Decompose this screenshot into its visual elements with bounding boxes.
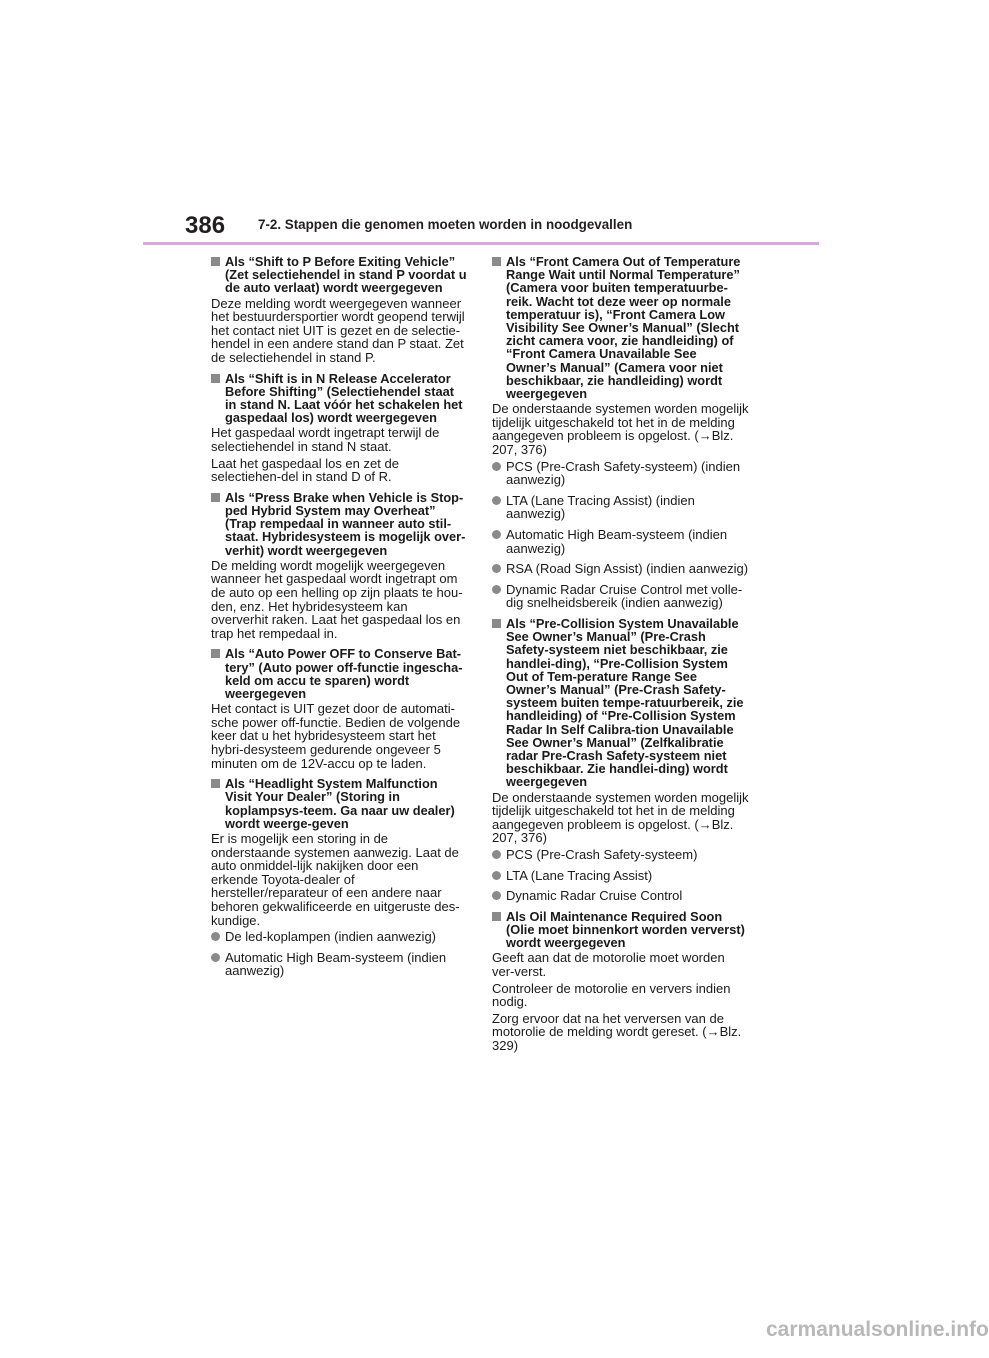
section-auto-power-off [211,647,467,770]
paragraph: De melding wordt mogelijk weergegeven wanneer het gaspedaal wordt ingetrapt om de auto op een helling op zijn plaats te hou-den, enz. Het hybridesysteem kan oververhit raken. Laat het gaspedaal los en trap het rempedaal in. [211,557,463,641]
square-bullet-icon [492,912,501,921]
section-pre-collision [492,617,750,903]
round-bullet-icon [492,891,501,900]
round-bullet-icon [211,932,220,941]
paragraph: Laat het gaspedaal los en zet de selectiehen-del in stand D of R. [211,455,399,485]
paragraph: Geeft aan dat de motorolie moet worden ver-verst. [492,950,725,979]
section-press-brake [211,491,467,641]
section-headlight-malfunction [211,777,467,978]
list-item: PCS (Pre-Crash Safety-systeem) [492,848,750,862]
round-bullet-icon [492,585,501,594]
paragraph: Controleer de motorolie en ververs indien nodig. [492,980,731,1010]
paragraph: Deze melding wordt weergegeven wanneer het bestuurdersportier wordt geopend terwijl het contact niet UIT is gezet en de selectie-hendel in een andere stand dan P staat. Zet de selectiehendel in stand P. [211,295,465,365]
paragraph: De onderstaande systemen worden mogelijk tijdelijk uitgeschakeld tot het in de melding aangegeven probleem is opgelost. (→Blz. 207, 376) [492,789,749,846]
round-bullet-icon [492,850,501,859]
section-oil-maintenance [492,910,750,1053]
paragraph: Het gaspedaal wordt ingetrapt terwijl de selectiehendel in stand N staat. [211,425,440,454]
paragraph: Zorg ervoor dat na het verversen van de motorolie de melding wordt gereset. (→Blz. 329) [492,1010,742,1053]
square-bullet-icon [211,374,220,383]
watermark: carmanualsonline.info [766,1318,989,1341]
round-bullet-icon [492,462,501,471]
section-heading: Als Oil Maintenance Required Soon (Olie moet binnenkort worden ververst) wordt weergegeven [492,910,750,950]
section-heading: Als “Press Brake when Vehicle is Stop-ped Hybrid System may Overheat” (Trap rempedaal in wanneer auto stil-staat. Hybridesysteem is mogelijk over-verhit) wordt weergegeven [211,491,467,557]
section-heading: Als “Front Camera Out of Temperature Range Wait until Normal Temperature” (Camera voor buiten temperatuurbe-reik. Wacht tot deze weer op normale temperatuur is), “Front Camera Low Visibility See Owner’s Manual” (Slecht zicht camera voor, zie handleiding) of “Front Camera Unavailable See Owner’s Manual” (Camera voor niet beschikbaar, zie handleiding) wordt weergegeven [492,255,750,400]
paragraph: De onderstaande systemen worden mogelijk tijdelijk uitgeschakeld tot het in de melding aangegeven probleem is opgelost. (→Blz. 207, 376) [492,401,749,458]
square-bullet-icon [211,779,220,788]
list-item: PCS (Pre-Crash Safety-systeem) (indien aanwezig) [492,460,750,487]
section-title: 7-2. Stappen die genomen moeten worden in noodgevallen [258,217,633,232]
paragraph: Er is mogelijk een storing in de onderstaande systemen aanwezig. Laat de auto onmiddel-lijk nakijken door een erkende Toyota-dealer of hersteller/reparateur of een andere naar behoren gekwalificeerde en uitgeruste des-kundige. [211,830,460,928]
section-shift-in-n [211,372,467,484]
paragraph: Het contact is UIT gezet door de automati-sche power off-functie. Bedien de volgende keer dat u het hybridesysteem start het hybri-desysteem gedurende ongeveer 5 minuten om de 12V-accu op te laden. [211,701,461,771]
list-item: Dynamic Radar Cruise Control [492,889,750,903]
section-heading: Als “Pre-Collision System Unavailable See Owner’s Manual” (Pre-Crash Safety-systeem niet beschikbaar, zie handlei-ding), “Pre-Collision System Out of Tem-perature Range See Owner’s Manual” (Pre-Crash Safety-systeem buiten tempe-ratuurbereik, zie handleiding) of “Pre-Collision System Radar In Self Calibra-tion Unavailable See Owner’s Manual” (Zelfkalibratie radar Pre-Crash Safety-systeem niet beschikbaar. Zie handlei-ding) wordt weergegeven [492,617,750,789]
right-column [492,255,750,1060]
square-bullet-icon [492,257,501,266]
square-bullet-icon [211,257,220,266]
square-bullet-icon [211,649,220,658]
page-number: 386 [185,212,226,239]
left-column [211,255,467,985]
round-bullet-icon [492,496,501,505]
square-bullet-icon [211,493,220,502]
round-bullet-icon [492,871,501,880]
section-heading: Als “Shift to P Before Exiting Vehicle” (Zet selectiehendel in stand P voordat u de auto verlaat) wordt weergegeven [211,255,467,295]
header-divider [143,242,819,245]
section-front-camera [492,255,750,610]
list-item: RSA (Road Sign Assist) (indien aanwezig) [492,562,750,576]
list-item: De led-koplampen (indien aanwezig) [211,930,467,944]
list-item: Automatic High Beam-systeem (indien aanwezig) [492,528,750,555]
square-bullet-icon [492,619,501,628]
round-bullet-icon [211,953,220,962]
round-bullet-icon [492,530,501,539]
list-item: Automatic High Beam-systeem (indien aanwezig) [211,951,467,978]
section-heading: Als “Shift is in N Release Accelerator Before Shifting” (Selectiehendel staat in stand N. Laat vóór het schakelen het gaspedaal los) wordt weergegeven [211,372,467,425]
round-bullet-icon [492,564,501,573]
list-item: LTA (Lane Tracing Assist) [492,869,750,883]
list-item: Dynamic Radar Cruise Control met volle-dig snelheidsbereik (indien aanwezig) [492,583,750,610]
list-item: LTA (Lane Tracing Assist) (indien aanwezig) [492,494,750,521]
section-heading: Als “Auto Power OFF to Conserve Bat-tery” (Auto power off-functie ingescha-keld om accu te sparen) wordt weergegeven [211,647,467,700]
section-heading: Als “Headlight System Malfunction Visit Your Dealer” (Storing in koplampsys-teem. Ga naar uw dealer) wordt weerge-geven [211,777,467,830]
section-shift-to-p [211,255,467,365]
